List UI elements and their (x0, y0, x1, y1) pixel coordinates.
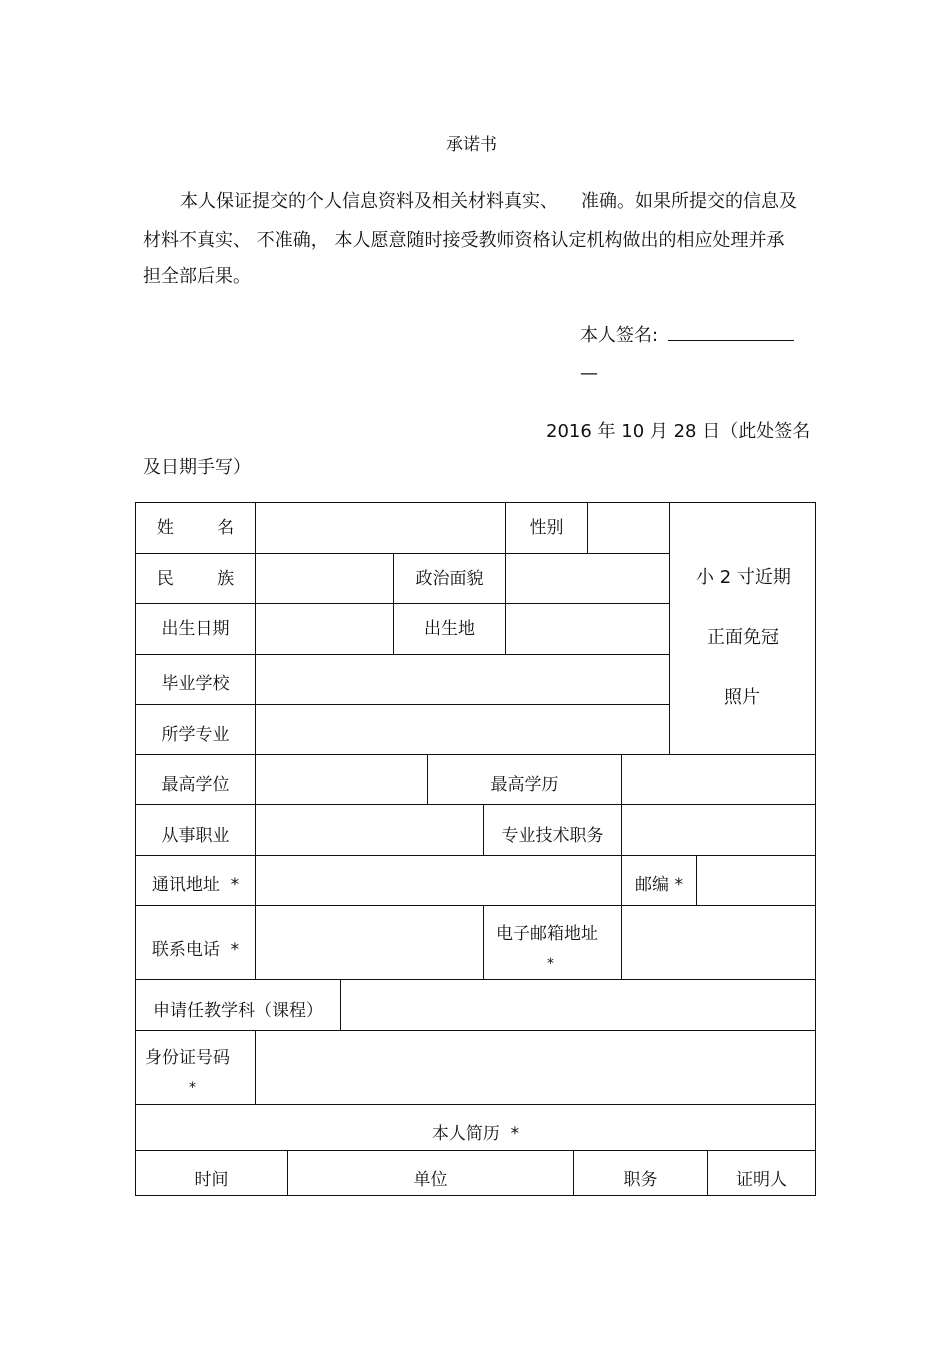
political-status-field[interactable] (506, 554, 669, 603)
pledge-line-3: 担全部后果。 (143, 266, 251, 287)
degree-label: 最高学位 (161, 775, 230, 795)
address-label (136, 860, 255, 910)
education-field[interactable] (622, 755, 815, 804)
name-label-text: 姓 名 (156, 518, 235, 538)
resume-col-unit: 单位 (413, 1169, 448, 1190)
professional-title-label: 专业技术职务 (501, 826, 604, 846)
photo-note-line-3: 照片 (724, 687, 760, 708)
pledge-line-1b: 准确。如果所提交的信息及 (581, 191, 797, 212)
row-rule (135, 1104, 816, 1105)
resume-heading-text: 本人简历 * (431, 1124, 520, 1144)
ethnicity-label (136, 554, 255, 603)
subject-label: 申请任教学科（课程） (153, 1001, 323, 1021)
education-label: 最高学历 (490, 775, 559, 795)
professional-title-field[interactable] (622, 805, 815, 855)
address-label-text: 通讯地址 * (151, 875, 240, 895)
occupation-label: 从事职业 (161, 826, 230, 846)
signature-label: 本人签名: (580, 325, 659, 346)
gender-label: 性别 (529, 518, 564, 538)
signature-line (668, 340, 794, 341)
occupation-field[interactable] (256, 805, 483, 855)
email-label-line-1: 电子邮箱地址 (496, 924, 598, 944)
id-number-field[interactable] (256, 1031, 815, 1104)
address-field[interactable] (256, 856, 621, 905)
email-field[interactable] (622, 906, 815, 979)
signature-line-tail: — (580, 363, 598, 384)
birth-date-field[interactable] (256, 604, 393, 654)
major-field[interactable] (256, 705, 669, 754)
pledge-line-1a: 本人保证提交的个人信息资料及相关材料真实、 (180, 191, 558, 212)
photo-note-line-2: 正面免冠 (707, 627, 779, 648)
postcode-field[interactable] (697, 856, 815, 905)
name-field[interactable] (256, 503, 505, 553)
resume-col-time: 时间 (194, 1169, 229, 1190)
gender-field[interactable] (588, 503, 669, 553)
school-label: 毕业学校 (161, 674, 230, 694)
email-label-line-2: * (547, 956, 554, 972)
pledge-line-2: 材料不真实、 不准确， 本人愿意随时接受教师资格认定机构做出的相应处理并承 (143, 230, 785, 251)
birth-date-label: 出生日期 (161, 619, 230, 639)
ethnicity-field[interactable] (256, 554, 393, 603)
table-border-right (815, 502, 816, 1196)
signature-date: 2016 年 10 月 28 日（此处签名 (546, 421, 811, 442)
name-label (136, 503, 255, 553)
birth-place-field[interactable] (506, 604, 669, 654)
phone-label-text: 联系电话 * (151, 939, 240, 960)
birth-place-label: 出生地 (424, 619, 475, 639)
signature-date-continued: 及日期手写） (143, 457, 251, 478)
school-field[interactable] (256, 655, 669, 704)
postcode-label: 邮编 * (635, 875, 683, 895)
phone-field[interactable] (256, 906, 483, 979)
political-status-label: 政治面貌 (415, 568, 484, 589)
page-title: 承诺书 (446, 135, 497, 155)
col-rule (483, 905, 484, 979)
subject-field[interactable] (341, 980, 815, 1030)
resume-heading (136, 1111, 815, 1157)
resume-col-duty: 职务 (623, 1169, 658, 1190)
id-number-label-line-1: 身份证号码 (145, 1048, 230, 1068)
id-number-label-line-2: * (189, 1080, 196, 1096)
ethnicity-label-text: 民 族 (156, 568, 235, 589)
photo-note-line-1: 小 2 寸近期 (696, 567, 791, 588)
degree-field[interactable] (256, 755, 427, 804)
resume-col-witness: 证明人 (736, 1169, 787, 1190)
major-label: 所学专业 (161, 725, 230, 745)
phone-label (136, 906, 255, 993)
